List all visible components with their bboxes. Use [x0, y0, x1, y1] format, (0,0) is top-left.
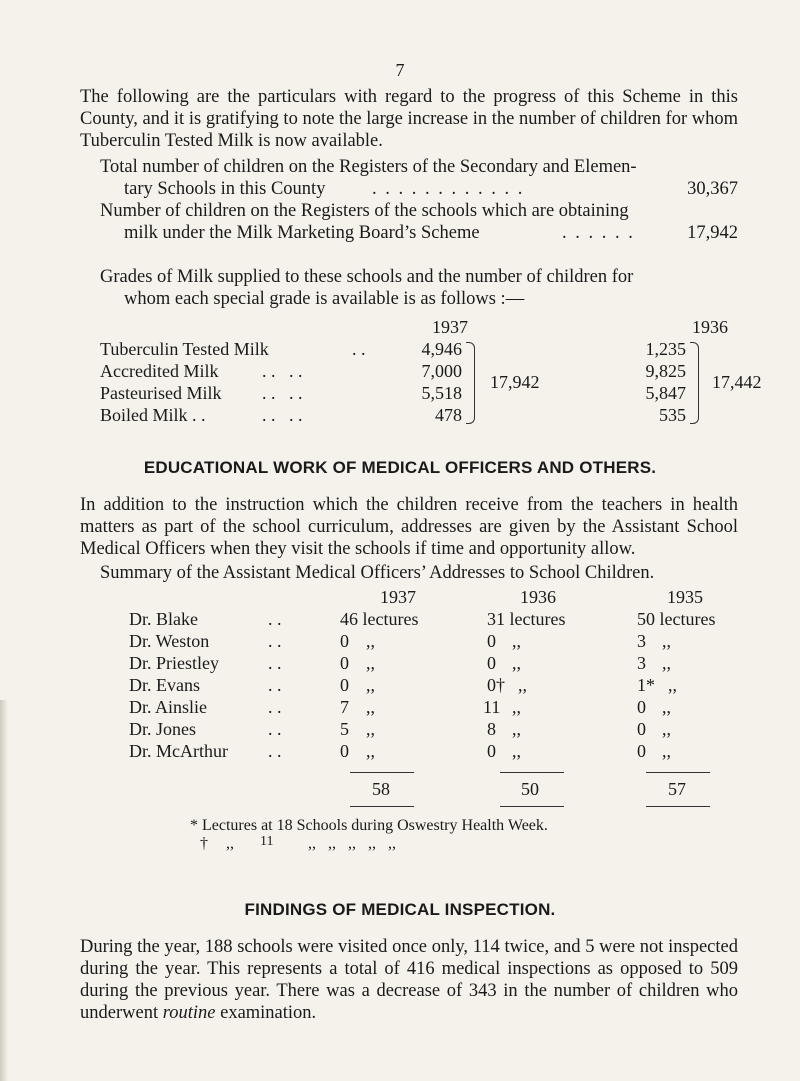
ditto-mark: ,, [662, 631, 671, 651]
grade-dots: . . . . [262, 383, 303, 403]
total-rule-top [646, 772, 710, 773]
lectures-1935: 0 [637, 719, 646, 739]
lectures-1936: 11 [483, 697, 501, 717]
lectures-1935: 0 [637, 741, 646, 761]
total-1935: 57 [668, 779, 686, 799]
lectures-1935: 1* [637, 675, 655, 695]
lectures-1935: 3 [637, 653, 646, 673]
ditto-mark: ,, [662, 697, 671, 717]
summary-title: Summary of the Assistant Medical Officers’ Addresses to School Children. [100, 563, 655, 583]
ditto-mark: ,, [512, 631, 521, 651]
ditto-mark: ,, [366, 631, 375, 651]
footnote-dagger-mark: † [200, 835, 208, 852]
milk-scheme-value: 17,942 [687, 223, 738, 243]
grade-1937-value: 5,518 [421, 383, 462, 403]
lectures-1937: 0 [340, 675, 349, 695]
educational-paragraph: In addition to the instruction which the children receive from the teachers in health matters as part of the school curriculum, addresses are given by the Assistant School Medical Officers when they visit the schools if time and opportunity allow. [80, 495, 738, 559]
lectures-1936: 0 [487, 653, 496, 673]
leader-dots: . . . . . . . . . . . . [372, 179, 525, 199]
grade-1936-value: 5,847 [645, 383, 686, 403]
lecturer-name: Dr. Weston [129, 631, 210, 651]
lectures-1935: 50 lectures [637, 609, 716, 629]
grades-total-1936: 17,442 [712, 372, 762, 392]
findings-text-end: examination. [215, 1003, 317, 1023]
ditto-mark: ,, [662, 741, 671, 761]
total-children-label-1: Total number of children on the Registers of the Secondary and Elemen- [100, 157, 637, 177]
col-year-1936: 1936 [520, 587, 556, 607]
ditto-mark: ,, [512, 653, 521, 673]
grades-year-1937: 1937 [432, 317, 468, 337]
grade-label: Accredited Milk [100, 361, 219, 381]
lectures-1937: 7 [340, 697, 349, 717]
lectures-1935: 3 [637, 631, 646, 651]
ditto-mark: ,, [366, 675, 375, 695]
leader-dots: . . [268, 653, 282, 673]
lectures-1937: 0 [340, 741, 349, 761]
footnote-oswestry: * Lectures at 18 Schools during Oswestry Health Week. [190, 817, 548, 834]
grades-brace-1937 [466, 342, 475, 424]
lecturer-name: Dr. Jones [129, 719, 196, 739]
ditto-mark: ,, [366, 697, 375, 717]
total-1936: 50 [521, 779, 539, 799]
ditto-mark: ,, [366, 719, 375, 739]
total-1937: 58 [372, 779, 390, 799]
col-year-1937: 1937 [380, 587, 416, 607]
lectures-1937: 0 [340, 653, 349, 673]
total-rule-top [500, 772, 564, 773]
leader-dots: . . [268, 697, 282, 717]
section-heading-findings: FINDINGS OF MEDICAL INSPECTION. [244, 900, 556, 919]
leader-dots: . . [268, 609, 282, 629]
lecturer-name: Dr. Ainslie [129, 697, 208, 717]
grades-total-1937: 17,942 [490, 372, 540, 392]
grades-year-1936: 1936 [692, 317, 728, 337]
grade-1937-value: 7,000 [421, 361, 462, 381]
grade-1936-value: 9,825 [645, 361, 686, 381]
page-edge-shadow [0, 700, 8, 1081]
findings-paragraph [80, 936, 738, 1024]
grades-intro-2: whom each special grade is available is as follows :— [124, 289, 525, 309]
ditto-mark: ,, [512, 719, 521, 739]
section-heading-educational-work: EDUCATIONAL WORK OF MEDICAL OFFICERS AND OTHERS. [143, 458, 657, 477]
milk-scheme-label-1: Number of children on the Registers of the schools which are obtaining [100, 201, 629, 221]
ditto-mark: ,, [668, 675, 677, 695]
total-children-value: 30,367 [687, 179, 738, 199]
grades-intro-1: Grades of Milk supplied to these schools and the number of children for [100, 267, 634, 287]
grade-label: Pasteurised Milk [100, 383, 222, 403]
milk-scheme-label-2: milk under the Milk Marketing Board’s Scheme [124, 223, 480, 243]
grade-label: Tuberculin Tested Milk [100, 339, 269, 359]
total-rule-bottom [646, 806, 710, 807]
lectures-1937: 46 lectures [340, 609, 419, 629]
lectures-1936: 8 [487, 719, 496, 739]
total-children-label-2: tary Schools in this County [124, 179, 326, 199]
lectures-1936: 0 [487, 741, 496, 761]
lectures-1936: 0† [487, 675, 505, 695]
ditto-mark: ,, [512, 697, 521, 717]
grades-brace-1936 [690, 342, 699, 424]
lecturer-name: Dr. Priestley [129, 653, 219, 673]
lecturer-name: Dr. McArthur [129, 741, 228, 761]
total-rule-bottom [350, 806, 414, 807]
lecturer-name: Dr. Blake [129, 609, 198, 629]
grade-label: Boiled Milk . . [100, 405, 206, 425]
lectures-1937: 0 [340, 631, 349, 651]
ditto-mark: ,, [662, 719, 671, 739]
ditto-mark: ,, [366, 653, 375, 673]
leader-dots: . . . . . . [562, 223, 635, 243]
total-rule-top [350, 772, 414, 773]
footnote-dagger-number: 11 [260, 834, 274, 849]
footnote-ditto: ,, [226, 835, 234, 852]
lectures-1937: 5 [340, 719, 349, 739]
grade-dots: . . . . [262, 405, 303, 425]
leader-dots: . . [268, 631, 282, 651]
total-rule-bottom [500, 806, 564, 807]
grade-1936-value: 535 [659, 405, 686, 425]
lectures-1936: 0 [487, 631, 496, 651]
findings-text: During the year, 188 schools were visited once only, 114 twice, and 5 were not inspected during the year. This represents a total of 416 medical inspections as opposed to 509 during the previous year. There was a decrease of 343 in the number of children who underwent [80, 937, 738, 1023]
grade-1936-value: 1,235 [645, 339, 686, 359]
grade-dots: . . [352, 339, 366, 359]
lectures-1935: 0 [637, 697, 646, 717]
ditto-mark: ,, [366, 741, 375, 761]
findings-italic: routine [162, 1003, 216, 1023]
page-number: 7 [395, 60, 405, 80]
intro-paragraph: The following are the particulars with regard to the progress of this Scheme in this County, and it is gratifying to note the large increase in the number of children for whom Tuberculin Tested Milk is now available. [80, 87, 738, 151]
grade-1937-value: 4,946 [421, 339, 462, 359]
leader-dots: . . [268, 719, 282, 739]
leader-dots: . . [268, 675, 282, 695]
lecturer-name: Dr. Evans [129, 675, 200, 695]
ditto-mark: ,, [662, 653, 671, 673]
grade-dots: . . . . [262, 361, 303, 381]
leader-dots: . . [268, 741, 282, 761]
ditto-mark: ,, [512, 741, 521, 761]
ditto-mark: ,, [518, 675, 527, 695]
lectures-1936: 31 lectures [487, 609, 566, 629]
col-year-1935: 1935 [667, 587, 703, 607]
footnote-ditto-marks: ,, ,, ,, ,, ,, [308, 835, 396, 852]
grade-1937-value: 478 [435, 405, 462, 425]
